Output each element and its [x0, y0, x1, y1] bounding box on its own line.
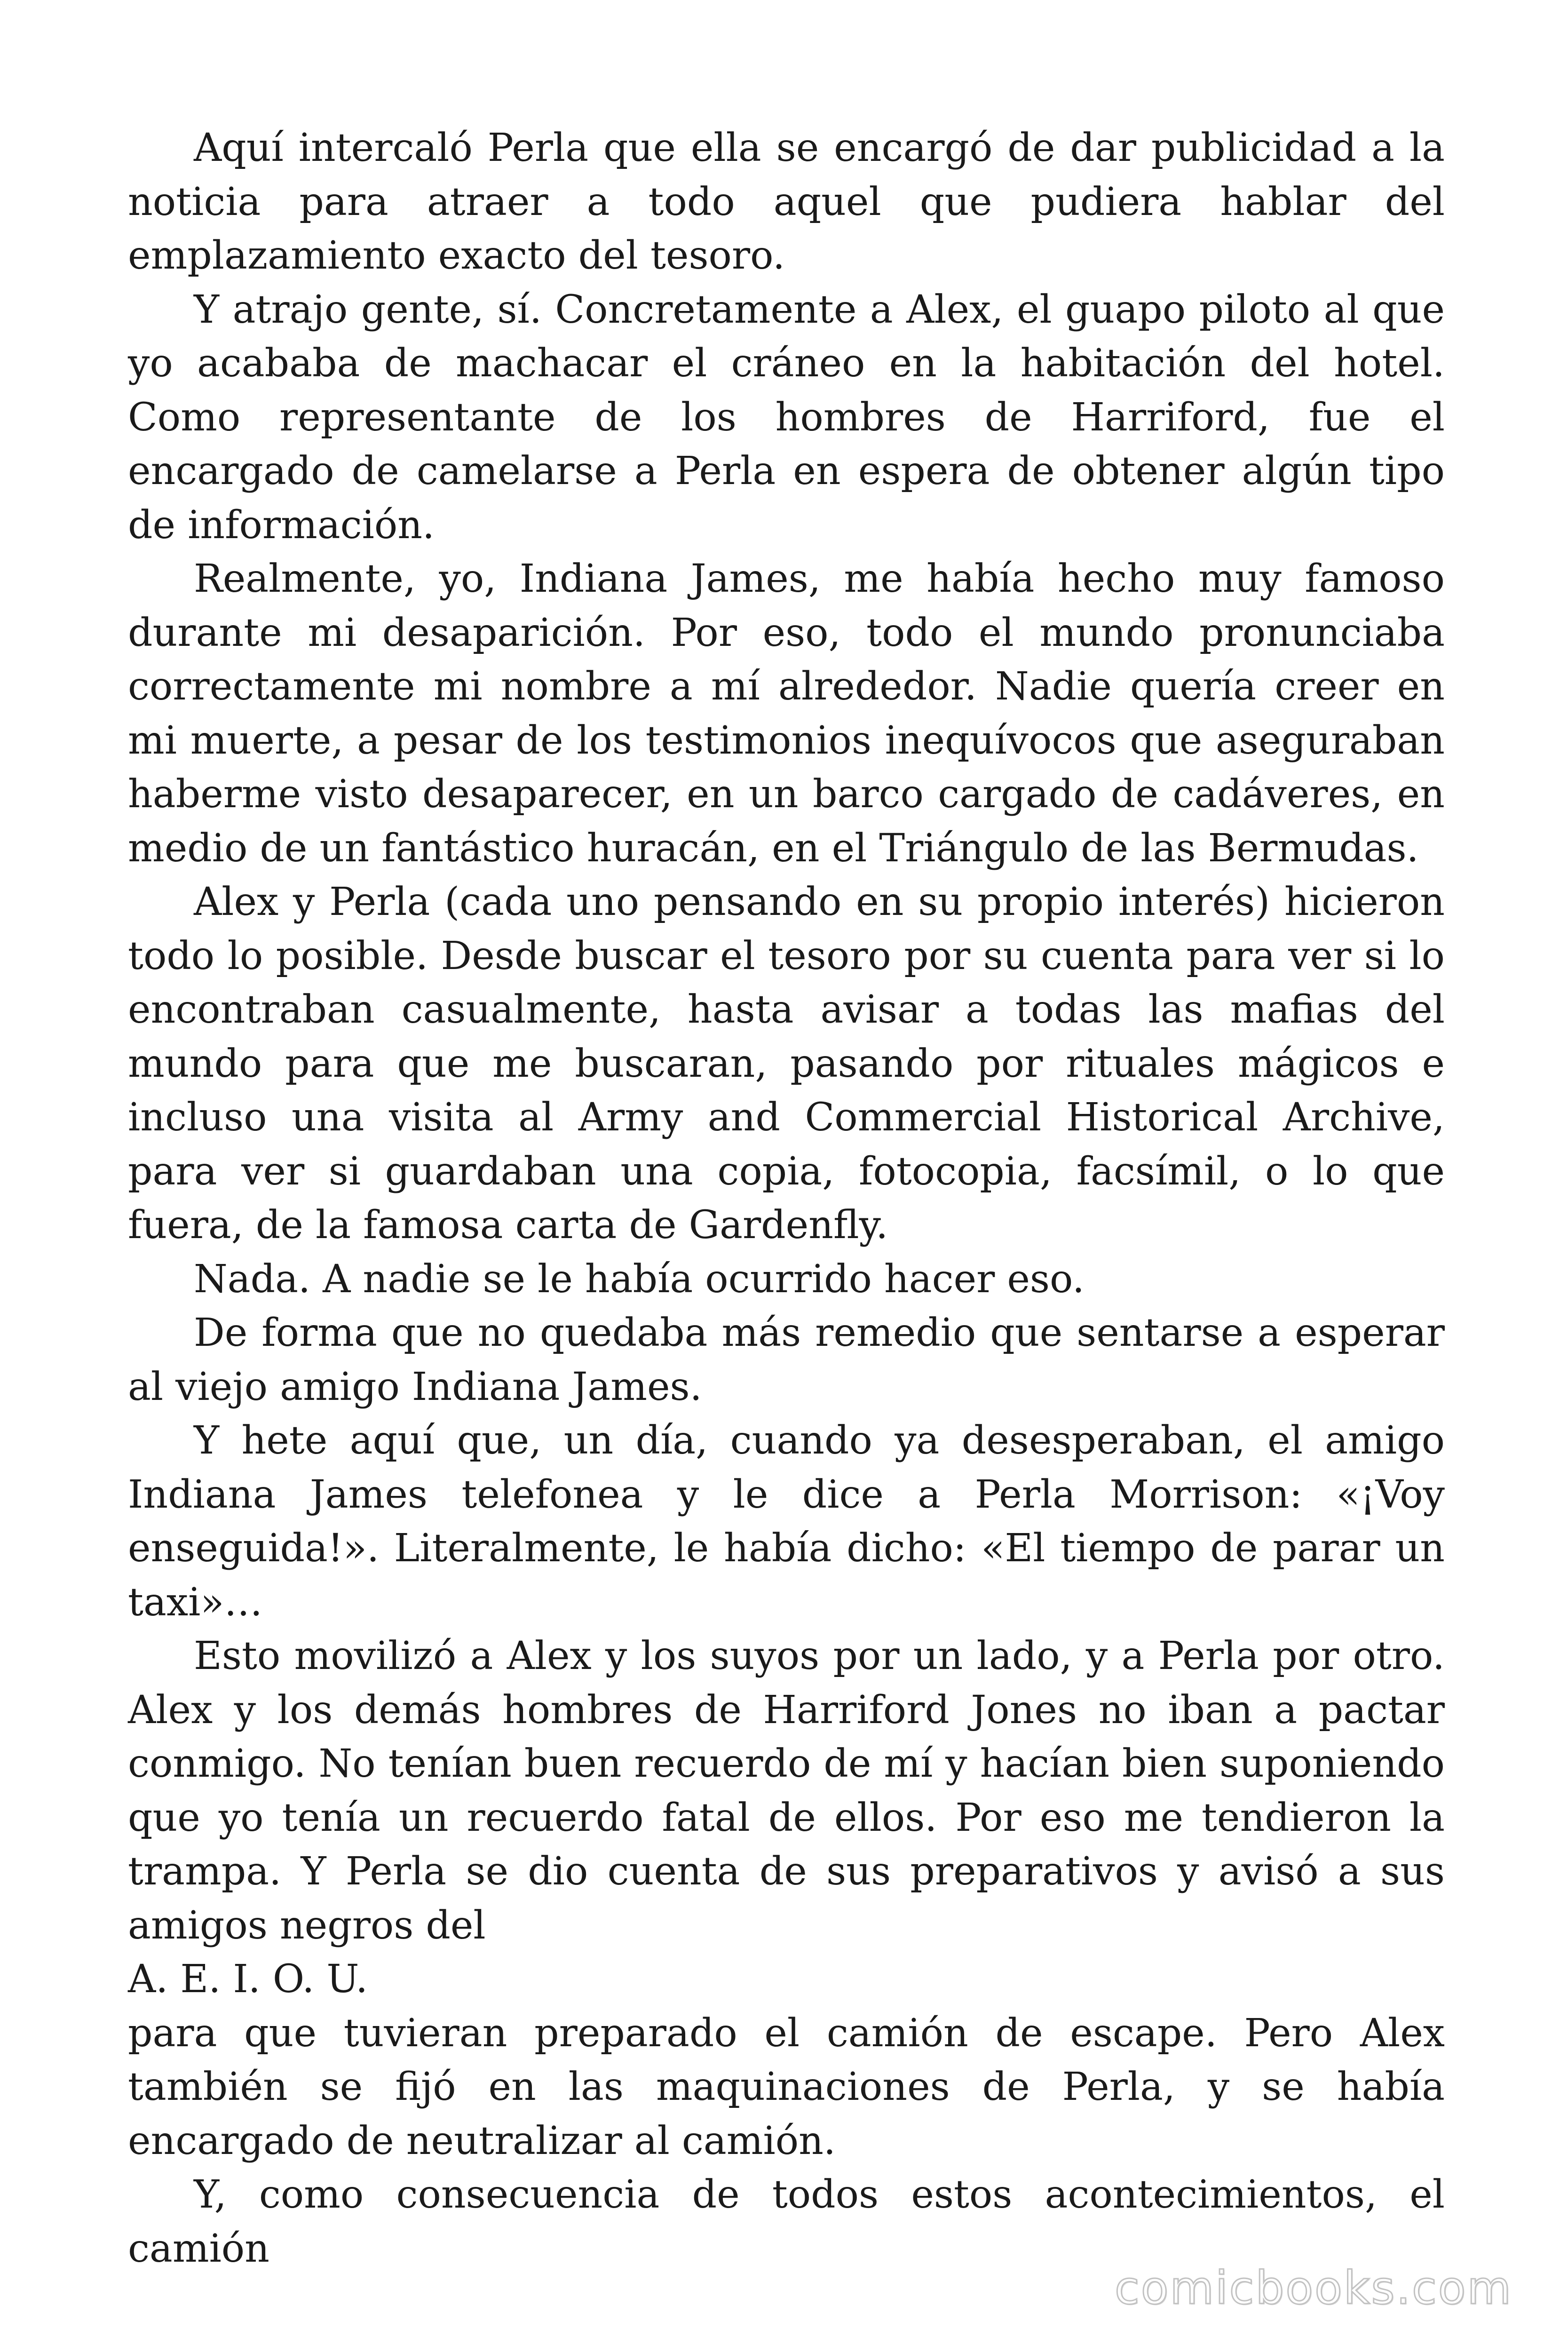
paragraph: Y atrajo gente, sí. Concretamente a Alex, el guapo piloto al que yo acababa de machacar el cráneo en la habitación del hotel. Como representante de los hombres de Harriford, fue el encargado de camelarse a Perla en espera de obtener algún tipo de información.: [128, 287, 1445, 548]
paragraph: Nada. A nadie se le había ocurrido hacer eso.: [194, 1256, 1085, 1302]
paragraph: Realmente, yo, Indiana James, me había hecho muy famoso durante mi desaparición. Por eso, todo el mundo pronunciaba correctamente mi nombre a mí alrededor. Nadie quería creer en mi muerte, a pesar de los testimonios inequívocos que aseguraban haberme visto desaparecer, en un barco cargado de cadáveres, en medio de un fantástico huracán, en el Triángulo de las Bermudas.: [128, 556, 1445, 871]
site-watermark: comicbooks.com: [1114, 2262, 1513, 2314]
paragraph: Y, como consecuencia de todos estos acontecimientos, el camión: [128, 2172, 1445, 2271]
paragraph: para que tuvieran preparado el camión de escape. Pero Alex también se fijó en las maquinaciones de Perla, y se había encargado de neutralizar al camión.: [128, 2010, 1445, 2163]
paragraph: Alex y Perla (cada uno pensando en su propio interés) hicieron todo lo posible. Desde buscar el tesoro por su cuenta para ver si lo encontraban casualmente, hasta avisar a todas las mafias del mundo para que me buscaran, pasando por rituales mágicos e incluso una visita al Army and Commercial Historical Archive, para ver si guardaban una copia, fotocopia, facsímil, o lo que fuera, de la famosa carta de Gardenfly.: [128, 880, 1445, 1248]
paragraph: Esto movilizó a Alex y los suyos por un lado, y a Perla por otro. Alex y los demás hombres de Harriford Jones no iban a pactar conmigo. No tenían buen recuerdo de mí y hacían bien suponiendo que yo tenía un recuerdo fatal de ellos. Por eso me tendieron la trampa. Y Perla se dio cuenta de sus preparativos y avisó a sus amigos negros del: [128, 1634, 1445, 1948]
paragraph: De forma que no quedaba más remedio que sentarse a esperar al viejo amigo Indiana James.: [128, 1311, 1445, 1409]
section-line: A. E. I. O. U.: [128, 1957, 368, 2002]
paragraph: Y hete aquí que, un día, cuando ya desesperaban, el amigo Indiana James telefonea y le dice a Perla Morrison: «¡Voy enseguida!». Literalmente, le había dicho: «El tiempo de parar un taxi»…: [128, 1418, 1445, 1625]
paragraph: Aquí intercaló Perla que ella se encargó de dar publicidad a la noticia para atraer a todo aquel que pudiera hablar del emplazamiento exacto del tesoro.: [128, 126, 1445, 278]
body-text: [128, 121, 1445, 2276]
